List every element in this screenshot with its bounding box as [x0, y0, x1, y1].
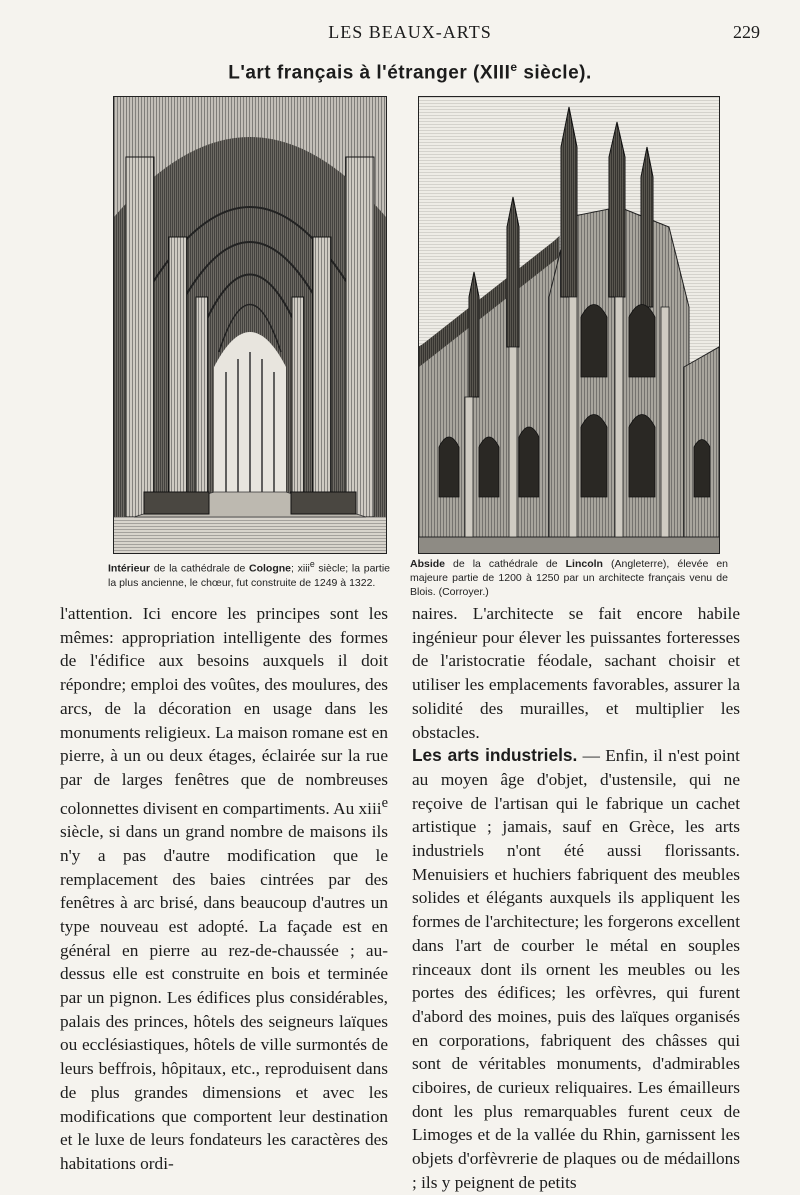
- lincoln-caption-text-1: de la cathédrale de: [445, 558, 566, 570]
- paragraph-right-intro: [412, 602, 740, 744]
- plate-title: [60, 60, 760, 84]
- plate-title-main: L'art français à l'étranger (XIII: [228, 62, 511, 84]
- text-column-right: [412, 602, 740, 1195]
- cologne-interior-illustration: [114, 97, 386, 553]
- left-column-text: l'attention. Ici encore les principes sont les mêmes: appropriation intelligente des formes de l'édifice aux besoins auxquels il doit répondre; emploi des voûtes, des moulures, des arcs, de la décoration en usage dans les monuments religieux. La maison romane est en pierre, à un ou deux étages, éclairée sur la rue par de larges fenêtres que de nombreuses colonnettes divisent en compartiments. Au xiii: [60, 604, 388, 818]
- lincoln-caption-text-2: (Angleterre), élevée en majeure partie de 1200 à 1250 par un architecte français venu de Blois. (Corroyer.): [410, 558, 728, 598]
- page-number: 229: [733, 22, 760, 42]
- cologne-caption-text-3: siècle; la partie la plus ancienne, le chœur, fut construite de 1249 à 1322.: [108, 562, 391, 589]
- left-column-sup: e: [381, 794, 388, 811]
- cologne-caption-text-1: de la cathédrale de: [150, 562, 250, 575]
- cologne-caption-place: Cologne: [249, 562, 292, 575]
- lincoln-apse-engraving: [418, 96, 720, 554]
- cologne-caption: [108, 557, 390, 590]
- section-heading-arts-industriels: Les arts industriels.: [412, 745, 578, 766]
- text-column-left: [60, 602, 388, 1176]
- cologne-caption-text-2: ; xiii: [291, 562, 310, 575]
- plate-title-end: siècle).: [517, 62, 592, 84]
- paragraph-right-body: [412, 744, 740, 1194]
- paragraph-left: [60, 602, 388, 1176]
- lincoln-caption: [410, 557, 728, 599]
- lincoln-apse-illustration: [419, 97, 719, 553]
- running-title: LES BEAUX-ARTS: [328, 22, 492, 42]
- right-column-body: — Enfin, il n'est point au moyen âge d'objet, d'ustensile, qui ne reçoive de l'artisan qui le fabrique un cachet artistique ; jamais, sauf en Grèce, les arts industriels n'ont été aussi florissants. Menuisiers et huchiers fabriquent des meubles solides et élégants auxquels ils appliquent les formes de l'architecture; les forgerons excellent dans l'art de courber le métal en souples rinceaux dont ils ornent les meubles ou les portes des édifices; les orfèvres, qui furent d'abord des moines, puis des laïques organisés en corporations, fabriquent des châsses qui sont de véritables monuments, d'admirables ciboires, de curieux reliquaires. Les émailleurs dont les plus remarquables furent ceux de Limoges et de la vallée du Rhin, garnissent les objets d'orfèvrerie de plaques ou de médaillons ; ils y peignent de petits: [412, 746, 740, 1192]
- page-header: [60, 22, 760, 48]
- lincoln-caption-place: Lincoln: [565, 558, 603, 570]
- right-column-intro: naires. L'architecte se fait encore habile ingénieur pour élever les puissantes forteresses de l'aristocratie féodale, sachant choisir et utiliser les emplacements favorables, assurer la solidité des murailles, et multiplier les obstacles.: [412, 604, 740, 742]
- lincoln-caption-lead: Abside: [410, 558, 446, 570]
- cologne-interior-engraving: [113, 96, 387, 554]
- cologne-caption-lead: Intérieur: [108, 562, 151, 575]
- left-column-text-rest: siècle, si dans un grand nombre de maisons ils n'y a pas d'autre modification que le remplacement des baies cintrées par des fenêtres à arc brisé, dans beaucoup d'autres un type nouveau est adopté. La façade est en général en pierre au rez-de-chaussée ; au-dessus elle est construite en bois et terminée par un pignon. Les édifices plus considérables, palais des princes, hôtels des seigneurs laïques ou ecclésiastiques, hôtels de ville surmontés de leurs beffrois, hôpitaux, etc., reproduisent dans de plus grandes dimensions et avec les modifications que comportent leur destination et le luxe de leurs fondateurs les caractères des habitations ordi-: [60, 822, 388, 1173]
- cologne-caption-sup: e: [309, 559, 315, 569]
- plate-title-sup: e: [510, 60, 518, 74]
